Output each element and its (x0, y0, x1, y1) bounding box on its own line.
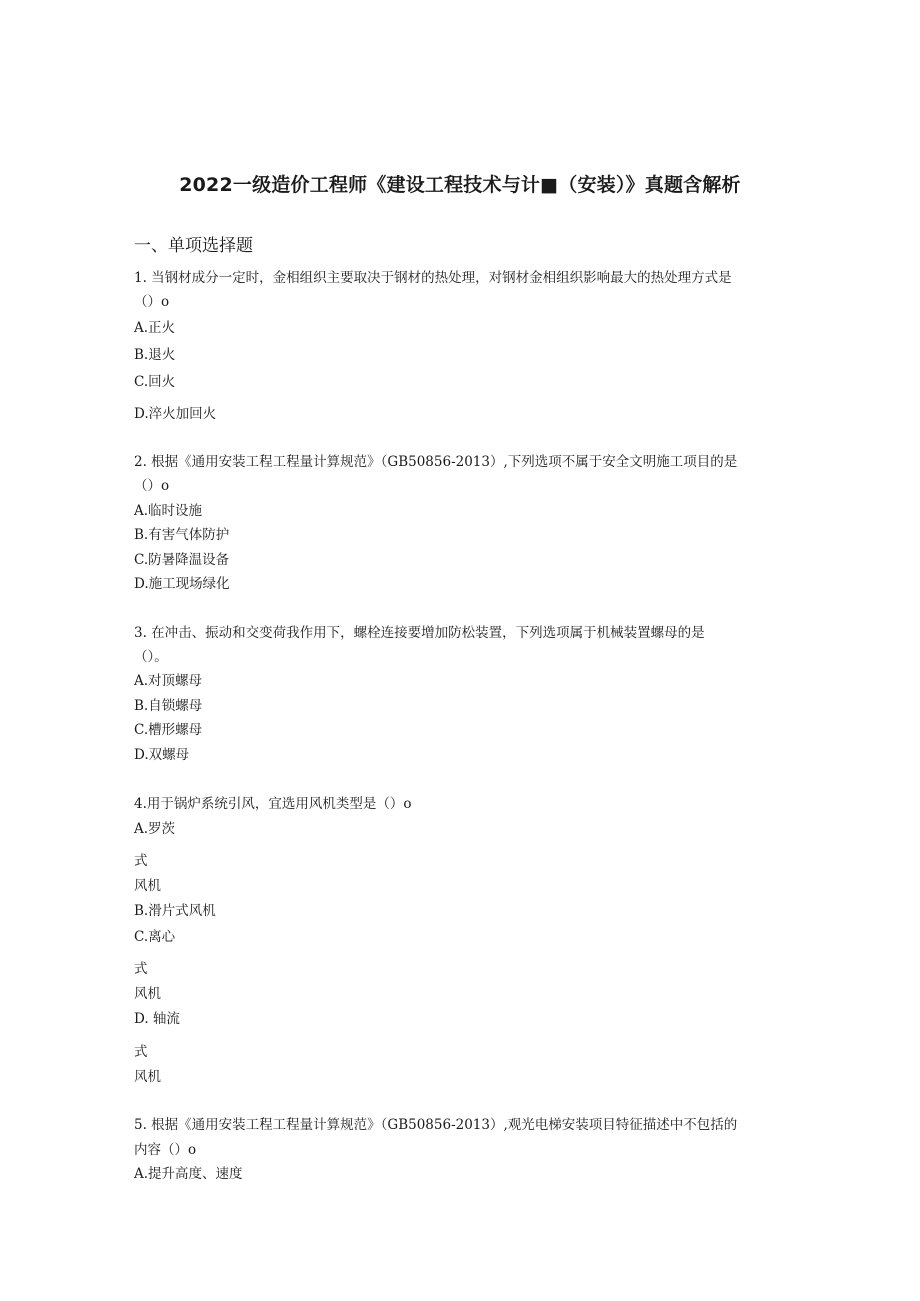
question-3-text: 3. 在冲击、振动和交变荷我作用下，螺栓连接要增加防松装置，下列选项属于机械装置螺母的是 (134, 625, 705, 641)
q3-option-a: A.对顶螺母 (134, 673, 203, 689)
q4-option-b: B.滑片式风机 (134, 903, 216, 919)
question-1-text: 1. 当钢材成分一定时，金相组织主要取决于钢材的热处理，对钢材金相组织影响最大的热处理方式是 (134, 270, 732, 286)
q4-option-d-line-3: 风机 (134, 1069, 161, 1085)
question-4-text: 4.用于锅炉系统引风，宜选用风机类型是（）o (134, 796, 412, 812)
q1-option-c: C.回火 (134, 374, 176, 390)
q2-option-c: C.防暑降温设备 (134, 552, 230, 568)
q4-option-c: C.离心 (134, 929, 176, 945)
q4-option-a: A.罗茨 (134, 821, 176, 837)
question-5-text: 5. 根据《通用安装工程工程量计算规范》（GB50856-2013）,观光电梯安装项目特征描述中不包括的 (134, 1117, 738, 1133)
q4-option-d: D. 轴流 (134, 1011, 180, 1027)
document-title: 2022一级造价工程师《建设工程技术与计■（安装）》真题含解析 (179, 174, 741, 196)
q4-option-c-line-3: 风机 (134, 986, 161, 1002)
q3-option-b: B.自锁螺母 (134, 698, 203, 714)
q4-option-d-line-2: 式 (134, 1044, 148, 1060)
q4-option-a-line-3: 风机 (134, 878, 161, 894)
q4-option-a-line-2: 式 (134, 853, 148, 869)
q4-option-c-line-2: 式 (134, 961, 148, 977)
question-2-text: 2. 根据《通用安装工程工程量计算规范》（GB50856-2013）,下列选项不属于安全文明施工项目的是 (134, 454, 738, 470)
q3-option-d: D.双螺母 (134, 747, 190, 763)
question-2-text-cont: （）o (134, 478, 170, 494)
q1-option-b: B.退火 (134, 347, 176, 363)
q3-option-c: C.槽形螺母 (134, 722, 203, 738)
question-3-text-cont: （）。 (134, 649, 168, 665)
q2-option-a: A.临时设施 (134, 503, 203, 519)
q1-option-d: D.淬火加回火 (134, 406, 217, 422)
q5-option-a: A.提升高度、速度 (134, 1166, 243, 1182)
q2-option-b: B.有害气体防护 (134, 527, 230, 543)
q2-option-d: D.施工现场绿化 (134, 576, 230, 592)
q1-option-a: A.正火 (134, 320, 176, 336)
section-heading: 一、单项选择题 (134, 236, 253, 256)
question-1-text-cont: （）o (134, 294, 170, 310)
question-5-text-cont: 内容（）o (134, 1142, 197, 1158)
